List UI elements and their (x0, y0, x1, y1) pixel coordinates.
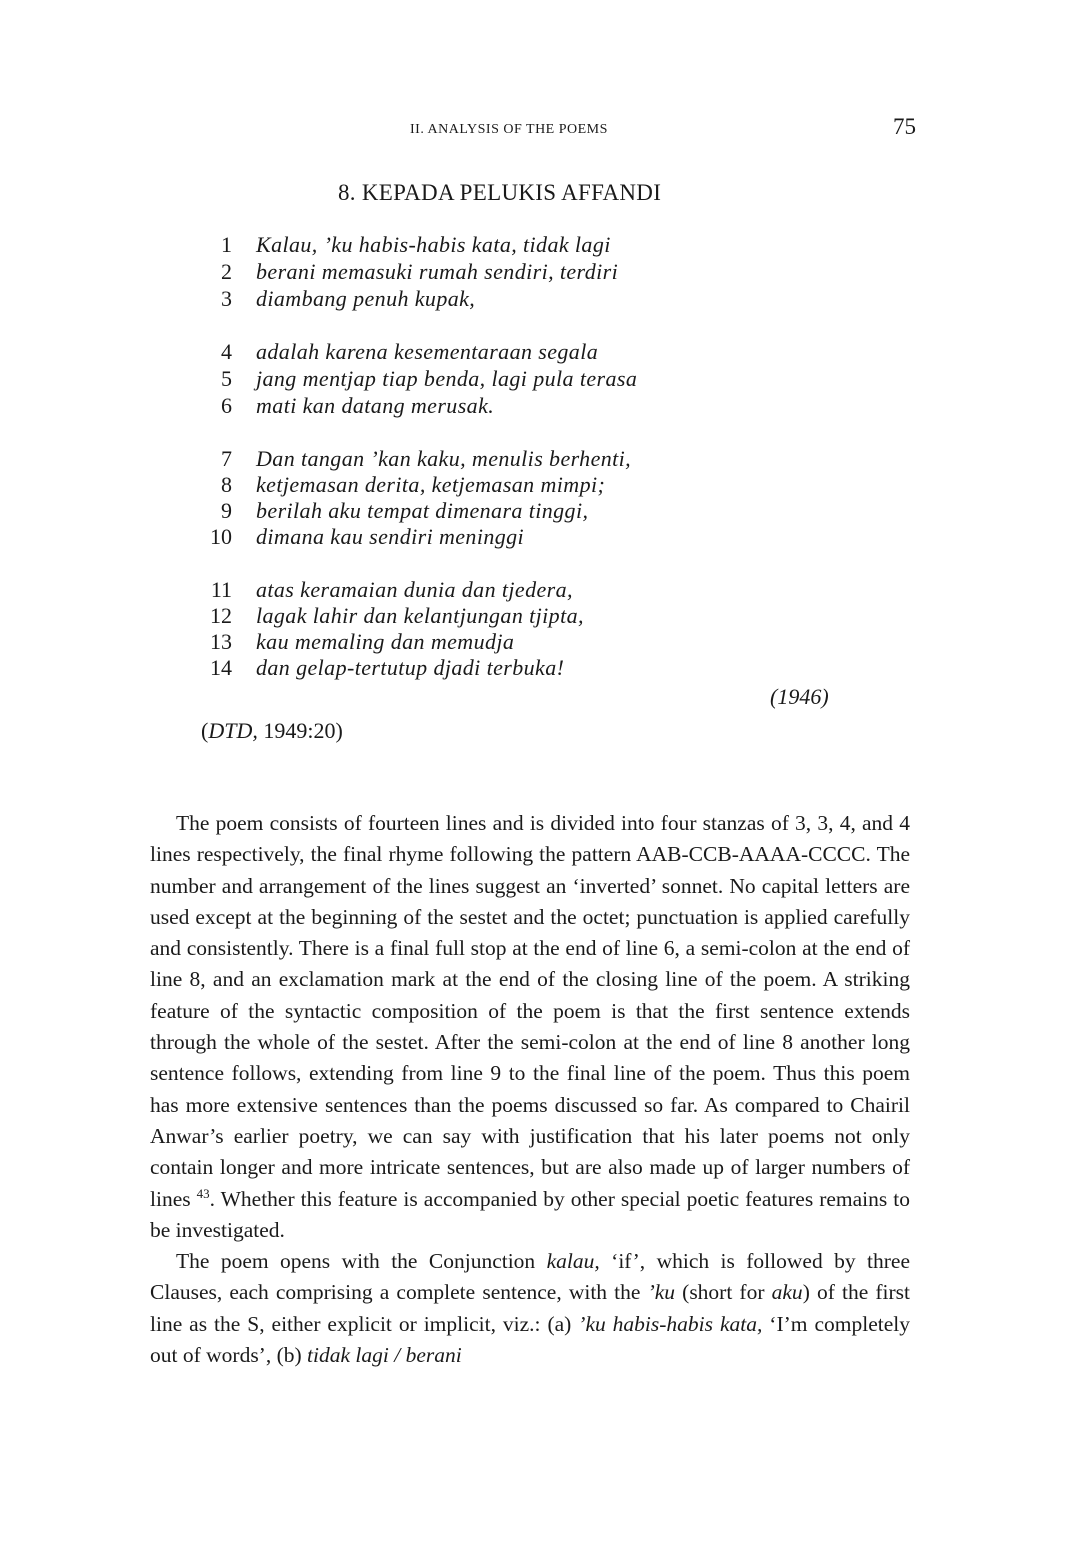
line-text: lagak lahir dan kelantjungan tjipta, (256, 603, 584, 628)
italic-term: tidak lagi / berani (307, 1343, 462, 1368)
paragraph-text: ‘I’m completely out of words’, (b) (150, 1311, 910, 1368)
italic-term: kalau, (546, 1249, 600, 1274)
line-number: 4 (221, 339, 232, 364)
italic-term: aku (771, 1280, 803, 1305)
line-text: jang mentjap tiap benda, lagi pula terasa (256, 366, 638, 391)
line-number: 7 (221, 446, 232, 471)
paragraph-text: . Whether this feature is accompanied by other special poetic features remains to be investigated. (150, 1186, 911, 1242)
source-year: 1949:20) (257, 718, 343, 743)
paragraph (150, 808, 910, 1246)
line-text: kau memaling dan memudja (256, 629, 515, 654)
line-text: ketjemasan derita, ketjemasan mimpi; (256, 472, 606, 497)
paragraph-text: The poem consists of fourteen lines and is divided into four stanzas of 3, 3, 4, and 4 lines respectively, the final rhyme following the pattern AAB-CCB-AAAA-CCCC. The number and arrangement of the lines suggest an ‘inverted’ sonnet. No capital letters are used except at the beginning of the sestet and the octet; punctuation is applied carefully and consistently. There is a final full stop at the end of line 6, a semi-colon at the end of line 8, and an exclamation mark at the end of the closing line of the poem. A striking feature of the syntactic composition of the poem is that the first sentence extends through the whole of the sestet. After the semi-colon at the end of line 8 another long sentence follows, extending from line 9 to the final line of the poem. Thus this poem has more extensive sentences than the poems discussed so far. As compared to Chairil Anwar’s earlier poetry, we can say with justification that his later poems not only contain longer and more intricate sentences, but are also made up of larger numbers of lines (150, 811, 910, 1211)
line-number: 2 (221, 259, 232, 284)
italic-term: ’ku habis-habis kata, (578, 1311, 763, 1336)
line-text: diambang penuh kupak, (256, 286, 476, 311)
line-number: 13 (210, 629, 232, 654)
paragraph-text: (short for (675, 1280, 772, 1305)
page-number: 75 (893, 114, 916, 139)
source-open: ( (201, 718, 209, 743)
line-text: Kalau, ’ku habis-habis kata, tidak lagi (256, 232, 611, 257)
analysis-text (150, 808, 910, 1371)
line-text: dan gelap-tertutup djadi terbuka! (256, 655, 565, 680)
line-number: 8 (221, 472, 232, 497)
line-text: berani memasuki rumah sendiri, terdiri (256, 259, 619, 284)
line-text: atas keramaian dunia dan tjedera, (256, 577, 573, 602)
line-number: 6 (221, 393, 232, 418)
paragraph-text: The poem opens with the Conjunction (176, 1249, 547, 1274)
line-number: 5 (221, 366, 232, 391)
source-abbreviation: DTD, (208, 718, 258, 743)
line-number: 14 (210, 655, 232, 680)
poem-date: (1946) (770, 684, 829, 709)
italic-term: ’ku (647, 1280, 676, 1305)
running-head: II. ANALYSIS OF THE POEMS (410, 122, 608, 137)
footnote-reference[interactable]: 43 (196, 1185, 210, 1201)
line-text: Dan tangan ’kan kaku, menulis berhenti, (256, 446, 632, 471)
line-text: dimana kau sendiri meninggi (256, 524, 525, 549)
poem-title: 8. KEPADA PELUKIS AFFANDI (338, 180, 662, 205)
line-number: 10 (210, 524, 232, 549)
line-number: 12 (210, 603, 232, 628)
paragraph (150, 1246, 910, 1371)
line-number: 3 (221, 286, 232, 311)
line-text: berilah aku tempat dimenara tinggi, (256, 498, 589, 523)
line-number: 11 (210, 577, 232, 602)
line-number: 9 (221, 498, 232, 523)
line-text: mati kan datang merusak. (256, 393, 495, 418)
poem-source (201, 718, 343, 744)
paragraph-text: ‘if’, which is followed by three Clauses, each comprising a complete sentence, with the (150, 1249, 910, 1305)
paragraph-text: ) of the first line as the S, either explicit or implicit, viz.: (a) (150, 1280, 911, 1336)
line-number: 1 (221, 232, 232, 257)
line-text: adalah karena kesementaraan segala (256, 339, 599, 364)
